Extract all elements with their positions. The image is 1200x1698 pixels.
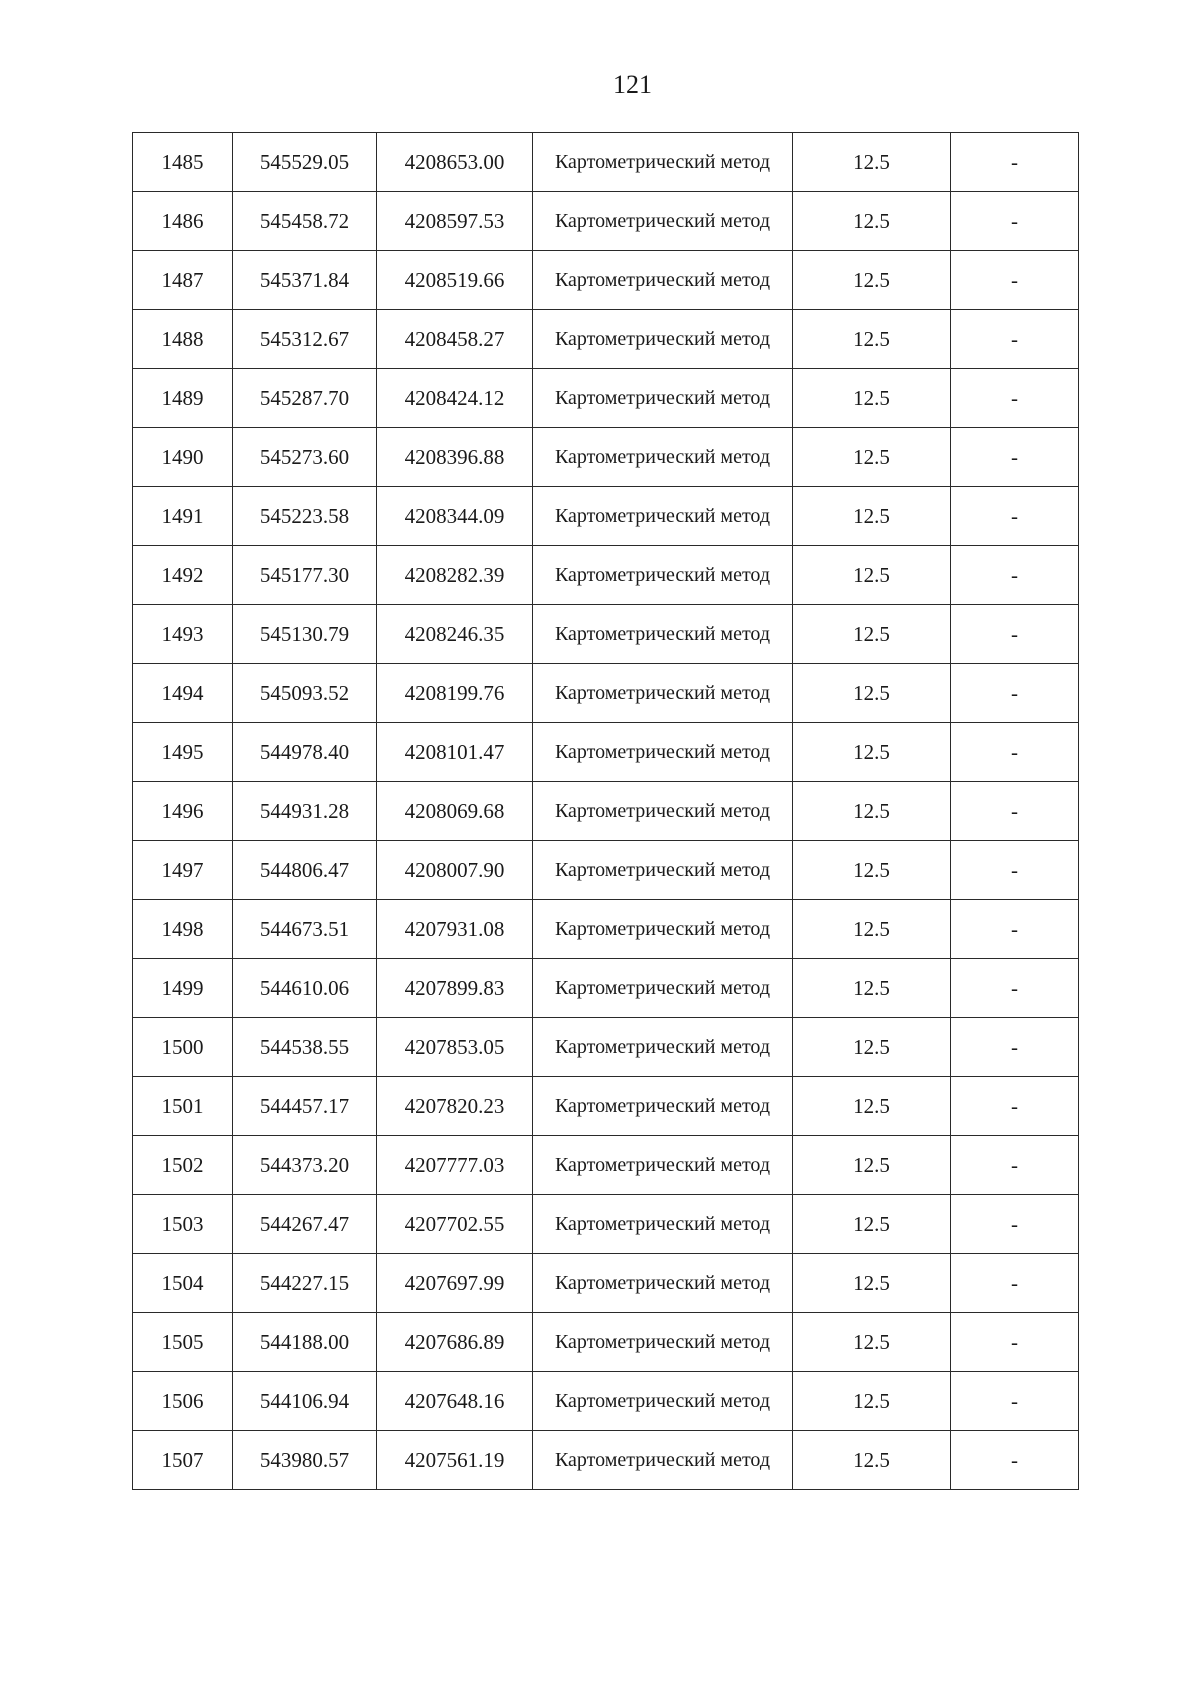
x-coordinate-cell: 545130.79 <box>233 605 377 664</box>
x-coordinate-cell: 544931.28 <box>233 782 377 841</box>
table-row <box>133 310 1079 369</box>
table-row <box>133 428 1079 487</box>
y-coordinate-cell: 4208101.47 <box>377 723 533 782</box>
y-coordinate-cell: 4208282.39 <box>377 546 533 605</box>
precision-cell: 12.5 <box>793 428 951 487</box>
point-number-cell: 1501 <box>133 1077 233 1136</box>
precision-cell: 12.5 <box>793 1254 951 1313</box>
method-cell: Картометрический метод <box>533 841 793 900</box>
note-cell: - <box>951 310 1079 369</box>
method-cell: Картометрический метод <box>533 1136 793 1195</box>
table-row <box>133 1431 1079 1490</box>
x-coordinate-cell: 544673.51 <box>233 900 377 959</box>
method-cell: Картометрический метод <box>533 782 793 841</box>
x-coordinate-cell: 544978.40 <box>233 723 377 782</box>
method-cell: Картометрический метод <box>533 1431 793 1490</box>
table-row <box>133 605 1079 664</box>
note-cell: - <box>951 782 1079 841</box>
note-cell: - <box>951 723 1079 782</box>
precision-cell: 12.5 <box>793 1077 951 1136</box>
point-number-cell: 1502 <box>133 1136 233 1195</box>
coordinates-table-body <box>133 133 1079 1490</box>
x-coordinate-cell: 545312.67 <box>233 310 377 369</box>
precision-cell: 12.5 <box>793 251 951 310</box>
y-coordinate-cell: 4207697.99 <box>377 1254 533 1313</box>
x-coordinate-cell: 545287.70 <box>233 369 377 428</box>
precision-cell: 12.5 <box>793 546 951 605</box>
table-row <box>133 841 1079 900</box>
note-cell: - <box>951 192 1079 251</box>
method-cell: Картометрический метод <box>533 310 793 369</box>
precision-cell: 12.5 <box>793 900 951 959</box>
table-row <box>133 1195 1079 1254</box>
point-number-cell: 1506 <box>133 1372 233 1431</box>
note-cell: - <box>951 369 1079 428</box>
y-coordinate-cell: 4207686.89 <box>377 1313 533 1372</box>
precision-cell: 12.5 <box>793 841 951 900</box>
method-cell: Картометрический метод <box>533 251 793 310</box>
y-coordinate-cell: 4208396.88 <box>377 428 533 487</box>
precision-cell: 12.5 <box>793 133 951 192</box>
y-coordinate-cell: 4207931.08 <box>377 900 533 959</box>
y-coordinate-cell: 4208069.68 <box>377 782 533 841</box>
x-coordinate-cell: 544373.20 <box>233 1136 377 1195</box>
table-row <box>133 1136 1079 1195</box>
table-row <box>133 369 1079 428</box>
note-cell: - <box>951 1077 1079 1136</box>
note-cell: - <box>951 487 1079 546</box>
x-coordinate-cell: 545371.84 <box>233 251 377 310</box>
x-coordinate-cell: 545223.58 <box>233 487 377 546</box>
method-cell: Картометрический метод <box>533 428 793 487</box>
method-cell: Картометрический метод <box>533 192 793 251</box>
y-coordinate-cell: 4208344.09 <box>377 487 533 546</box>
table-row <box>133 723 1079 782</box>
note-cell: - <box>951 1136 1079 1195</box>
note-cell: - <box>951 1018 1079 1077</box>
precision-cell: 12.5 <box>793 1372 951 1431</box>
note-cell: - <box>951 1313 1079 1372</box>
point-number-cell: 1500 <box>133 1018 233 1077</box>
point-number-cell: 1496 <box>133 782 233 841</box>
x-coordinate-cell: 544610.06 <box>233 959 377 1018</box>
table-row <box>133 1372 1079 1431</box>
table-row <box>133 133 1079 192</box>
x-coordinate-cell: 544457.17 <box>233 1077 377 1136</box>
precision-cell: 12.5 <box>793 1018 951 1077</box>
y-coordinate-cell: 4208597.53 <box>377 192 533 251</box>
note-cell: - <box>951 605 1079 664</box>
method-cell: Картометрический метод <box>533 664 793 723</box>
note-cell: - <box>951 1372 1079 1431</box>
precision-cell: 12.5 <box>793 664 951 723</box>
method-cell: Картометрический метод <box>533 1313 793 1372</box>
precision-cell: 12.5 <box>793 1136 951 1195</box>
point-number-cell: 1488 <box>133 310 233 369</box>
note-cell: - <box>951 251 1079 310</box>
x-coordinate-cell: 545458.72 <box>233 192 377 251</box>
note-cell: - <box>951 841 1079 900</box>
point-number-cell: 1498 <box>133 900 233 959</box>
precision-cell: 12.5 <box>793 1313 951 1372</box>
table-row <box>133 251 1079 310</box>
coordinates-table <box>132 132 1079 1490</box>
point-number-cell: 1497 <box>133 841 233 900</box>
table-row <box>133 1313 1079 1372</box>
point-number-cell: 1487 <box>133 251 233 310</box>
precision-cell: 12.5 <box>793 605 951 664</box>
x-coordinate-cell: 545177.30 <box>233 546 377 605</box>
table-row <box>133 664 1079 723</box>
point-number-cell: 1492 <box>133 546 233 605</box>
method-cell: Картометрический метод <box>533 546 793 605</box>
method-cell: Картометрический метод <box>533 959 793 1018</box>
table-row <box>133 782 1079 841</box>
y-coordinate-cell: 4207561.19 <box>377 1431 533 1490</box>
point-number-cell: 1485 <box>133 133 233 192</box>
page-number: 121 <box>613 70 652 99</box>
precision-cell: 12.5 <box>793 192 951 251</box>
method-cell: Картометрический метод <box>533 133 793 192</box>
precision-cell: 12.5 <box>793 310 951 369</box>
note-cell: - <box>951 1195 1079 1254</box>
x-coordinate-cell: 545093.52 <box>233 664 377 723</box>
method-cell: Картометрический метод <box>533 1254 793 1313</box>
table-row <box>133 192 1079 251</box>
precision-cell: 12.5 <box>793 959 951 1018</box>
y-coordinate-cell: 4207820.23 <box>377 1077 533 1136</box>
y-coordinate-cell: 4207853.05 <box>377 1018 533 1077</box>
point-number-cell: 1489 <box>133 369 233 428</box>
point-number-cell: 1504 <box>133 1254 233 1313</box>
precision-cell: 12.5 <box>793 487 951 546</box>
method-cell: Картометрический метод <box>533 1018 793 1077</box>
method-cell: Картометрический метод <box>533 605 793 664</box>
y-coordinate-cell: 4207899.83 <box>377 959 533 1018</box>
precision-cell: 12.5 <box>793 1431 951 1490</box>
table-row <box>133 959 1079 1018</box>
table-row <box>133 1254 1079 1313</box>
point-number-cell: 1499 <box>133 959 233 1018</box>
y-coordinate-cell: 4207702.55 <box>377 1195 533 1254</box>
x-coordinate-cell: 545529.05 <box>233 133 377 192</box>
precision-cell: 12.5 <box>793 1195 951 1254</box>
point-number-cell: 1491 <box>133 487 233 546</box>
note-cell: - <box>951 959 1079 1018</box>
method-cell: Картометрический метод <box>533 900 793 959</box>
method-cell: Картометрический метод <box>533 1372 793 1431</box>
note-cell: - <box>951 900 1079 959</box>
table-row <box>133 487 1079 546</box>
x-coordinate-cell: 544538.55 <box>233 1018 377 1077</box>
point-number-cell: 1486 <box>133 192 233 251</box>
method-cell: Картометрический метод <box>533 1195 793 1254</box>
table-row <box>133 546 1079 605</box>
point-number-cell: 1507 <box>133 1431 233 1490</box>
method-cell: Картометрический метод <box>533 1077 793 1136</box>
point-number-cell: 1503 <box>133 1195 233 1254</box>
note-cell: - <box>951 1431 1079 1490</box>
x-coordinate-cell: 544188.00 <box>233 1313 377 1372</box>
y-coordinate-cell: 4208246.35 <box>377 605 533 664</box>
y-coordinate-cell: 4208424.12 <box>377 369 533 428</box>
x-coordinate-cell: 544227.15 <box>233 1254 377 1313</box>
precision-cell: 12.5 <box>793 782 951 841</box>
precision-cell: 12.5 <box>793 723 951 782</box>
point-number-cell: 1493 <box>133 605 233 664</box>
y-coordinate-cell: 4208519.66 <box>377 251 533 310</box>
x-coordinate-cell: 544806.47 <box>233 841 377 900</box>
y-coordinate-cell: 4208199.76 <box>377 664 533 723</box>
method-cell: Картометрический метод <box>533 487 793 546</box>
note-cell: - <box>951 1254 1079 1313</box>
note-cell: - <box>951 428 1079 487</box>
point-number-cell: 1490 <box>133 428 233 487</box>
point-number-cell: 1495 <box>133 723 233 782</box>
point-number-cell: 1505 <box>133 1313 233 1372</box>
y-coordinate-cell: 4207777.03 <box>377 1136 533 1195</box>
note-cell: - <box>951 546 1079 605</box>
precision-cell: 12.5 <box>793 369 951 428</box>
y-coordinate-cell: 4208653.00 <box>377 133 533 192</box>
x-coordinate-cell: 543980.57 <box>233 1431 377 1490</box>
x-coordinate-cell: 544106.94 <box>233 1372 377 1431</box>
x-coordinate-cell: 545273.60 <box>233 428 377 487</box>
x-coordinate-cell: 544267.47 <box>233 1195 377 1254</box>
note-cell: - <box>951 664 1079 723</box>
y-coordinate-cell: 4207648.16 <box>377 1372 533 1431</box>
table-row <box>133 900 1079 959</box>
table-row <box>133 1077 1079 1136</box>
y-coordinate-cell: 4208458.27 <box>377 310 533 369</box>
method-cell: Картометрический метод <box>533 369 793 428</box>
y-coordinate-cell: 4208007.90 <box>377 841 533 900</box>
point-number-cell: 1494 <box>133 664 233 723</box>
table-row <box>133 1018 1079 1077</box>
method-cell: Картометрический метод <box>533 723 793 782</box>
note-cell: - <box>951 133 1079 192</box>
